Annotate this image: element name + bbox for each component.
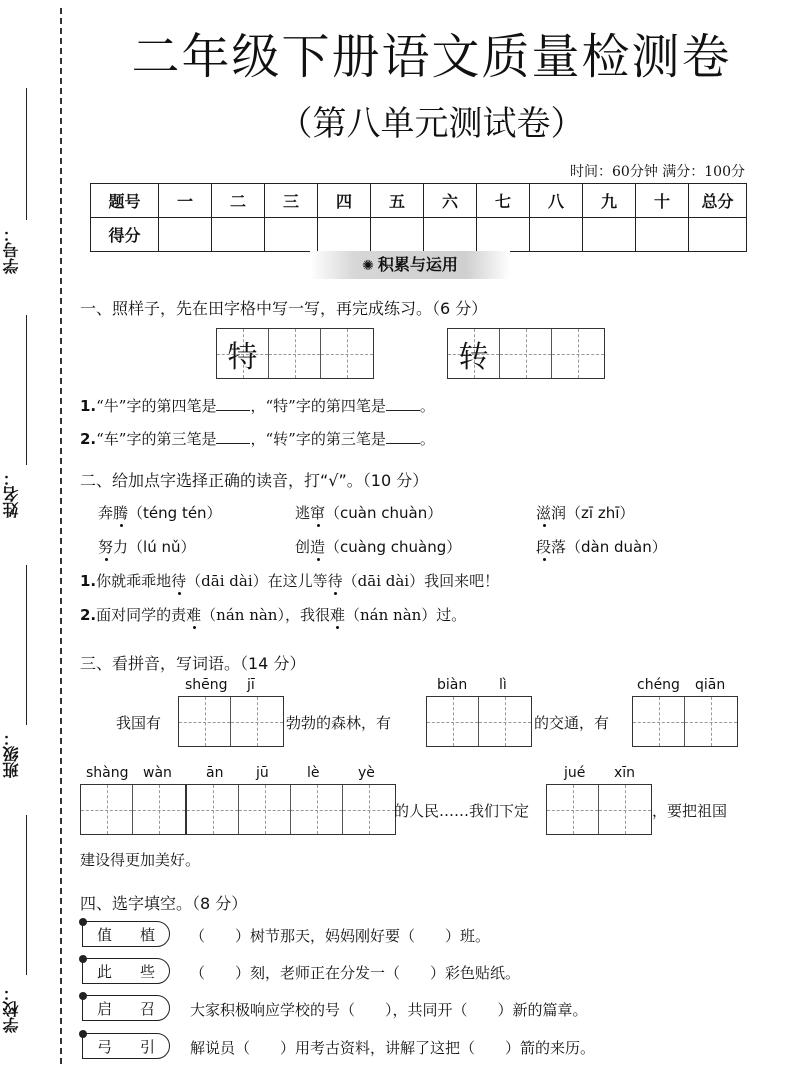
q3-grid-2: [426, 696, 532, 747]
writing-grid-2: [447, 328, 605, 379]
score-cell[interactable]: [318, 218, 371, 252]
score-cell[interactable]: [583, 218, 636, 252]
choice-pair: 启 召: [82, 995, 170, 1021]
choice-pair: 值 植: [82, 921, 170, 947]
pinyin: qiān: [695, 677, 726, 693]
score-table-row2-label: 得分: [91, 218, 159, 252]
score-table-header-row: [91, 184, 747, 218]
pinyin: jué: [564, 765, 586, 781]
q3-text: ，要把祖国: [652, 802, 728, 820]
q3-heading: 三、看拼音，写词语。（14 分）: [80, 654, 306, 673]
score-col: 二: [212, 184, 265, 218]
score-cell[interactable]: [212, 218, 265, 252]
score-col: 十: [636, 184, 689, 218]
score-cell[interactable]: [371, 218, 424, 252]
school-rule: [26, 815, 27, 975]
q4-sentence: （ ）刻，老师正在分发一（ ）彩色贴纸。: [190, 964, 521, 982]
section-banner-label: 积累与运用: [377, 255, 458, 274]
grid-cell-blank[interactable]: [239, 785, 291, 834]
class-label: 班级：: [2, 730, 21, 778]
q3-text: 建设得更加美好。: [80, 851, 201, 869]
grid-cell-blank[interactable]: [321, 329, 373, 378]
pinyin: jī: [247, 677, 255, 693]
grid-cell-blank[interactable]: [133, 785, 185, 834]
grid-cell-sample: 特: [217, 329, 269, 378]
q3-grid-6: [546, 784, 652, 835]
pinyin: shēng: [185, 677, 228, 693]
q2-word: 滋润（zī zhī）: [536, 504, 635, 522]
score-col: 九: [583, 184, 636, 218]
section-banner: [310, 251, 510, 279]
score-cell[interactable]: [636, 218, 689, 252]
score-col: 七: [477, 184, 530, 218]
q2-word: 奔腾（téng tén）: [98, 504, 222, 522]
pinyin: lè: [307, 765, 320, 781]
q3-text: 的人民……我们下定: [394, 802, 530, 820]
grid-cell-blank[interactable]: [633, 697, 685, 746]
pinyin: biàn: [437, 677, 468, 693]
item-number: 2.: [80, 606, 97, 624]
name-label: 姓名：: [2, 470, 21, 518]
q3-grid-5: [186, 784, 396, 835]
q3-grid-1: [178, 696, 284, 747]
q2-sentence-1: 1.你就乖乖地待（dāi dài）在这儿等待（dāi dài）我回来吧！: [80, 572, 500, 590]
grid-cell-blank[interactable]: [500, 329, 552, 378]
q2-word: 段落（dàn duàn）: [536, 538, 667, 556]
q3-text: 的交通，有: [534, 714, 610, 732]
q3-text: 我国有: [116, 714, 162, 732]
answer-blank[interactable]: [216, 397, 250, 411]
grid-cell-blank[interactable]: [427, 697, 479, 746]
score-table-score-row: [91, 218, 747, 252]
pinyin: lì: [499, 677, 507, 693]
score-cell-total[interactable]: [689, 218, 747, 252]
score-col: 四: [318, 184, 371, 218]
item-number: 1.: [80, 572, 97, 590]
binding-dashed-line: [60, 8, 62, 1064]
score-col: 八: [530, 184, 583, 218]
q2-word: 逃窜（cuàn chuàn）: [295, 504, 443, 522]
sun-icon: ✺: [362, 258, 374, 274]
score-col: 六: [424, 184, 477, 218]
score-col: 三: [265, 184, 318, 218]
pinyin: chéng: [637, 677, 680, 693]
school-label: 学校：: [2, 985, 21, 1033]
student-id-label: 学号：: [2, 226, 21, 274]
name-rule: [26, 315, 27, 465]
q3-grid-3: [632, 696, 738, 747]
grid-cell-blank[interactable]: [81, 785, 133, 834]
q2-word: 创造（cuàng chuàng）: [295, 538, 462, 556]
q1-item-2: 2.“车”字的第三笔是 ，“转”字的第三笔是 。: [80, 430, 435, 448]
grid-cell-blank[interactable]: [231, 697, 283, 746]
item-number: 1.: [80, 397, 97, 415]
pinyin: ān: [206, 765, 224, 781]
q2-sentence-2: 2.面对同学的责难（nán nàn），我很难（nán nàn）过。: [80, 606, 467, 624]
score-cell[interactable]: [477, 218, 530, 252]
q4-sentence: 解说员（ ）用考古资料，讲解了这把（ ）箭的来历。: [190, 1039, 596, 1057]
score-table-row1-label: 题号: [91, 184, 159, 218]
q4-sentence: 大家积极响应学校的号（ ），共同开（ ）新的篇章。: [190, 1001, 588, 1019]
grid-cell-blank[interactable]: [685, 697, 737, 746]
answer-blank[interactable]: [386, 430, 420, 444]
grid-cell-blank[interactable]: [343, 785, 395, 834]
score-cell[interactable]: [530, 218, 583, 252]
answer-blank[interactable]: [216, 430, 250, 444]
grid-cell-blank[interactable]: [291, 785, 343, 834]
grid-cell-blank[interactable]: [179, 697, 231, 746]
score-col-total: 总分: [689, 184, 747, 218]
grid-cell-sample: 转: [448, 329, 500, 378]
choice-pair: 此 些: [82, 958, 170, 984]
q2-heading: 二、给加点字选择正确的读音，打“√”。（10 分）: [80, 471, 429, 490]
page-title: 二年级下册语文质量检测卷: [131, 29, 732, 85]
score-table: [90, 183, 747, 252]
student-id-rule: [26, 88, 27, 220]
pinyin: wàn: [143, 765, 172, 781]
score-cell[interactable]: [265, 218, 318, 252]
page-subtitle: （第八单元测试卷）: [278, 104, 585, 144]
grid-cell-blank[interactable]: [479, 697, 531, 746]
score-cell[interactable]: [159, 218, 212, 252]
q4-sentence: （ ）树节那天，妈妈刚好要（ ）班。: [190, 927, 491, 945]
time-info: 时间：60分钟 满分：100分: [570, 164, 745, 180]
item-number: 2.: [80, 430, 97, 448]
q3-grid-4: [80, 784, 186, 835]
grid-cell-blank[interactable]: [547, 785, 599, 834]
q4-heading: 四、选字填空。（8 分）: [80, 894, 248, 913]
q1-heading: 一、照样子，先在田字格中写一写，再完成练习。（6 分）: [80, 299, 488, 318]
class-rule: [26, 565, 27, 725]
pinyin: xīn: [614, 765, 636, 781]
q1-item-1: 1.“牛”字的第四笔是 ，“特”字的第四笔是 。: [80, 397, 435, 415]
q2-word: 努力（lú nǔ）: [98, 538, 196, 556]
choice-pair: 弓 引: [82, 1033, 170, 1059]
score-col: 五: [371, 184, 424, 218]
score-col: 一: [159, 184, 212, 218]
score-cell[interactable]: [424, 218, 477, 252]
pinyin: shàng: [86, 765, 129, 781]
grid-cell-blank[interactable]: [187, 785, 239, 834]
grid-cell-blank[interactable]: [552, 329, 604, 378]
pinyin: yè: [358, 765, 375, 781]
pinyin: jū: [256, 765, 269, 781]
q3-text: 勃勃的森林，有: [286, 714, 392, 732]
grid-cell-blank[interactable]: [269, 329, 321, 378]
answer-blank[interactable]: [386, 397, 420, 411]
writing-grid-1: [216, 328, 374, 379]
grid-cell-blank[interactable]: [599, 785, 651, 834]
